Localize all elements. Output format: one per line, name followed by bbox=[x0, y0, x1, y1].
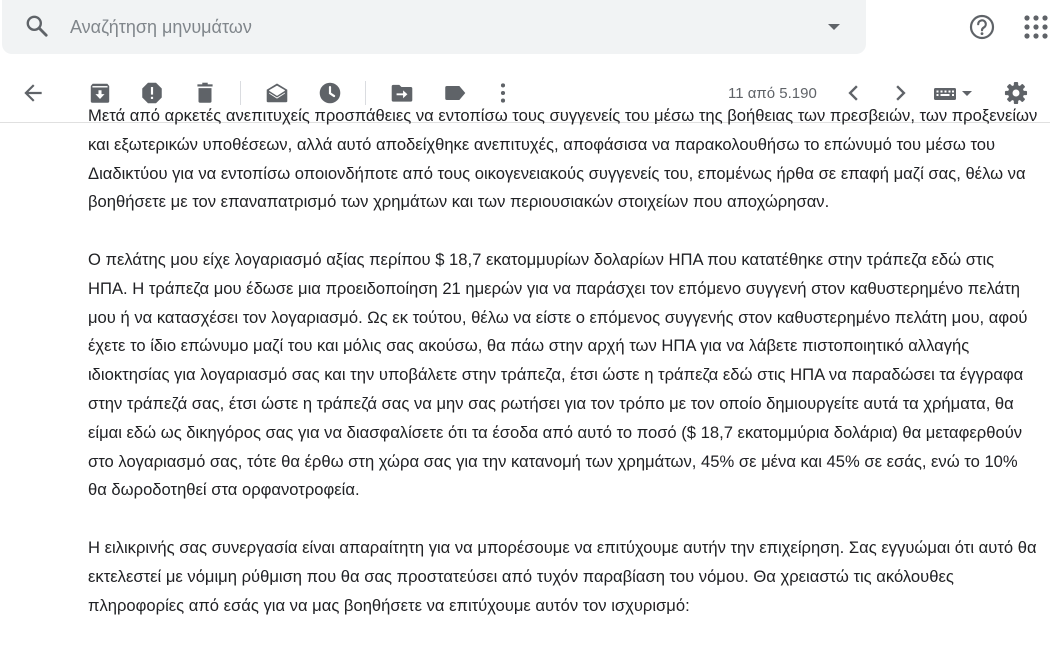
top-header bbox=[0, 0, 1050, 64]
message-paragraph: Μετά από αρκετές ανεπιτυχείς προσπάθειες να εντοπίσω τους συγγενείς του μέσω της βοήθειας των πρεσβειών, των προξενείων και εξωτερικών υποθέσεων, αλλά αυτό αποδείχθηκε ανεπιτυχές, αποφάσισα να παρακολουθήσω το επώνυμό του μέσω του Διαδικτύου για να εντοπίσω οποιονδήποτε από τους οικογενειακούς συγγενείς του, επομένως ήρθα σε επαφή μαζί σας, θέλω να βοηθήσετε με τον επαναπατρισμό των χρημάτων και των περιουσιακών στοιχείων που αποχώρησαν. bbox=[88, 106, 1038, 212]
search-input[interactable] bbox=[70, 12, 810, 42]
back-arrow-icon[interactable] bbox=[20, 80, 46, 106]
search-bar[interactable] bbox=[2, 0, 866, 54]
search-icon[interactable] bbox=[24, 13, 50, 39]
message-text bbox=[88, 102, 1038, 620]
help-icon[interactable] bbox=[968, 13, 996, 41]
pager-count: 11 από 5.190 bbox=[728, 85, 817, 102]
message-paragraph: Ο πελάτης μου είχε λογαριασμό αξίας περίπου $ 18,7 εκατομμυρίων δολαρίων ΗΠΑ που κατατέθηκε στην τράπεζα εδώ στις ΗΠΑ. Η τράπεζα μου έδωσε μια προειδοποίηση 21 ημερών για να παράσχει τον επόμενο συγγενή στον καθυστερημένο πελάτη μου ή να κατασχέσει τον λογαριασμό. Ως εκ τούτου, θέλω να είστε ο επόμενος συγγενής στον καθυστερημένο πελάτη μου, αφού έχετε το ίδιο επώνυμο μαζί του και μόλις σας ακούσω, θα πάω στην αρχή των ΗΠΑ για να λάβετε πιστοποιητικό αλλαγής ιδιοκτησίας για λογαριασμό σας και την υποβάλετε στην τράπεζα, έτσι ώστε η τράπεζα εδώ στις ΗΠΑ να παραδώσει τα έγγραφα στην τράπεζά σας, έτσι ώστε η τράπεζά σας να μην σας ρωτήσει για τον τρόπο με τον οποίο δημιουργείτε αυτά τα χρήματα, θα είμαι εδώ ως δικηγόρος σας για να διασφαλίσετε ότι τα έσοδα από αυτό το ποσό ($ 18,7 εκατομμύρια δολάρια) θα μεταφερθούν στο λογαριασμό σας, τότε θα έρθω στη χώρα σας για την κατανομή των χρημάτων, 45% σε μένα και 45% σε εσάς, ενώ το 10% θα δωροδοτηθεί στα ορφανοτροφεία. bbox=[88, 249, 1028, 500]
chevron-down-icon[interactable] bbox=[822, 18, 846, 36]
apps-grid-icon[interactable] bbox=[1022, 13, 1050, 41]
message-paragraph: Η ειλικρινής σας συνεργασία είναι απαραίτητη για να μπορέσουμε να επιτύχουμε αυτήν την επιχείρηση. Σας εγγυώμαι ότι αυτό θα εκτελεστεί με νόμιμη ρύθμιση που θα σας προστατεύσει από τυχόν παραβίαση του νόμου. Θα χρειαστώ τις ακόλουθες πληροφορίες από εσάς για να μας βοηθήσετε να επιτύχουμε αυτόν τον ισχυρισμό: bbox=[88, 537, 1037, 615]
message-body bbox=[88, 106, 1038, 659]
